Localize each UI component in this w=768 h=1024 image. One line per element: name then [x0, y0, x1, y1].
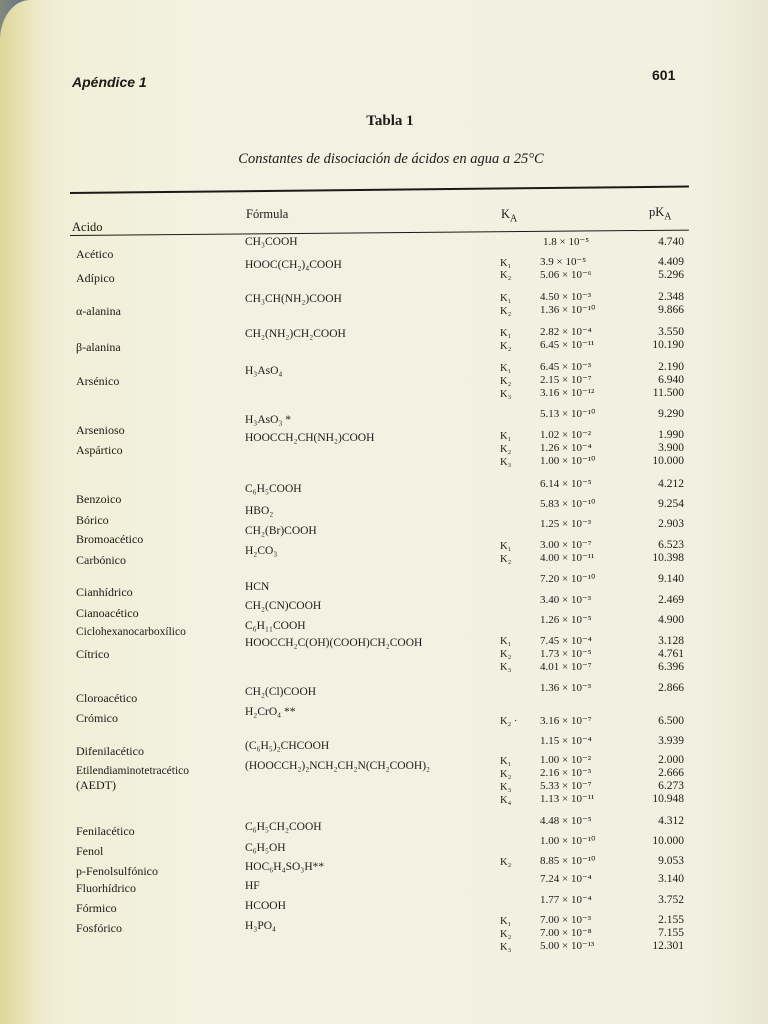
pka-value: 2.866 — [658, 682, 684, 694]
pka-value: 3.939 — [658, 735, 684, 747]
acid-name: α-alanina — [76, 304, 121, 318]
k-label: K₂ — [500, 554, 512, 565]
k-label: K₂ — [500, 929, 512, 940]
ka-value: 5.06 × 10⁻⁶ — [540, 269, 592, 281]
pka-value: 4.409 — [658, 256, 684, 268]
formula: HBO₂ — [245, 505, 274, 517]
formula: HOOCCH₂C(OH)(COOH)CH₂COOH — [245, 637, 423, 649]
k-label: K₁ — [500, 293, 512, 304]
ka-value: 4.48 × 10⁻⁵ — [540, 815, 592, 827]
acid-name: Aspártico — [76, 443, 123, 457]
formula: H₃AsO₃ * — [245, 414, 292, 426]
acid-name: Ciclohexanocarboxílico — [76, 626, 186, 638]
formula: CH₃CH(NH₂)COOH — [245, 293, 342, 305]
formula: H₂CrO₄ ** — [245, 706, 296, 718]
pka-value: 3.128 — [658, 635, 684, 647]
k-label: K₄ — [500, 795, 512, 806]
pka-value: 10.190 — [652, 339, 684, 351]
table-header-rule — [70, 230, 689, 236]
acid-name: Fenol — [76, 844, 104, 858]
ka-value: 5.33 × 10⁻⁷ — [540, 780, 592, 792]
ka-value: 7.00 × 10⁻³ — [540, 914, 592, 926]
pka-value: 3.752 — [658, 894, 684, 906]
pka-value: 10.948 — [652, 793, 684, 805]
pka-value: 3.140 — [658, 873, 684, 885]
formula: CH₃COOH — [245, 236, 298, 248]
ka-value: 1.15 × 10⁻⁴ — [540, 735, 592, 747]
pka-value: 7.155 — [658, 927, 684, 939]
k-label: K₂ — [500, 306, 512, 317]
pka-value: 6.396 — [658, 661, 684, 673]
k-label: K₁ — [500, 541, 512, 552]
k-label: K₃ — [500, 942, 512, 953]
pka-value: 2.903 — [658, 518, 684, 530]
acid-name: Arsenioso — [76, 423, 125, 437]
formula: CH₂(CN)COOH — [245, 600, 322, 612]
acid-name: Arsénico — [76, 374, 120, 388]
ka-value: 5.83 × 10⁻¹⁰ — [540, 498, 596, 510]
table-subtitle: Constantes de disociación de ácidos en agua a 25°C — [238, 151, 544, 167]
pka-value: 9.254 — [658, 498, 684, 510]
ka-value: 3.00 × 10⁻⁷ — [540, 539, 592, 551]
formula: C₆H₅COOH — [245, 483, 302, 495]
k-label: K₂ — [500, 270, 512, 281]
k-label: K₃ — [500, 782, 512, 793]
ka-value: 5.13 × 10⁻¹⁰ — [540, 408, 596, 420]
ka-value: 1.02 × 10⁻² — [540, 429, 592, 441]
ka-value: 1.73 × 10⁻⁵ — [540, 648, 592, 660]
ka-value: 3.9 × 10⁻⁵ — [540, 256, 587, 268]
pka-value: 2.348 — [658, 291, 684, 303]
acid-name: Fluorhídrico — [76, 881, 136, 895]
pka-value: 4.212 — [658, 478, 684, 490]
k-label: K₁ — [500, 756, 512, 767]
ka-value: 3.40 × 10⁻³ — [540, 594, 592, 606]
k-label: K₂ · — [500, 716, 518, 727]
acid-name: p-Fenolsulfónico — [76, 864, 158, 878]
k-label: K₂ — [500, 857, 512, 868]
ka-value: 6.14 × 10⁻⁵ — [540, 478, 592, 490]
pka-value: 2.000 — [658, 754, 684, 766]
k-label: K₃ — [500, 662, 512, 673]
ka-value: 4.00 × 10⁻¹¹ — [540, 552, 595, 564]
ka-value: 1.36 × 10⁻¹⁰ — [540, 304, 596, 316]
column-header-acid: Acido — [72, 220, 103, 234]
pka-value: 9.866 — [658, 304, 684, 316]
ka-value: 1.8 × 10⁻⁵ — [543, 236, 590, 248]
ka-value: 1.00 × 10⁻² — [540, 754, 592, 766]
formula: (C₆H₅)₂CHCOOH — [245, 740, 330, 752]
formula: HOC₆H₄SO₃H** — [245, 861, 325, 873]
k-label: K₂ — [500, 444, 512, 455]
column-header-formula: Fórmula — [246, 207, 289, 221]
appendix-header: Apéndice 1 — [72, 74, 147, 90]
ka-value: 3.16 × 10⁻⁷ — [540, 715, 592, 727]
pka-value: 1.990 — [658, 429, 684, 441]
ka-value: 1.36 × 10⁻³ — [540, 682, 592, 694]
k-label: K₁ — [500, 258, 512, 269]
formula: HF — [245, 880, 260, 892]
pka-value: 12.301 — [652, 940, 684, 952]
ka-value: 7.00 × 10⁻⁸ — [540, 927, 592, 939]
pka-value: 4.740 — [658, 236, 684, 248]
column-header-pka: $pK_A$ — [649, 205, 672, 223]
formula: H₃AsO₄ — [245, 365, 283, 377]
formula: HCN — [245, 581, 270, 593]
ka-value: 7.45 × 10⁻⁴ — [540, 635, 592, 647]
table-title: Tabla 1 — [366, 113, 414, 129]
ka-value: 4.01 × 10⁻⁷ — [540, 661, 592, 673]
pka-value: 6.273 — [658, 780, 684, 792]
k-label: K₁ — [500, 916, 512, 927]
formula: HCOOH — [245, 900, 286, 912]
k-label: K₂ — [500, 376, 512, 387]
pka-value: 2.190 — [658, 361, 684, 373]
pka-value: 4.761 — [658, 648, 684, 660]
ka-value: 1.26 × 10⁻⁵ — [540, 614, 592, 626]
acid-name: Bromoacético — [76, 532, 144, 546]
acid-name: Adípico — [76, 271, 115, 285]
ka-value: 1.77 × 10⁻⁴ — [540, 894, 592, 906]
ka-value: 1.26 × 10⁻⁴ — [540, 442, 592, 454]
k-label: K₂ — [500, 341, 512, 352]
acid-name: Acético — [76, 247, 114, 261]
formula: HOOC(CH₂)₄COOH — [245, 259, 342, 271]
pka-value: 11.500 — [652, 387, 684, 399]
pka-value: 9.053 — [658, 855, 684, 867]
formula: H₃PO₄ — [245, 920, 277, 932]
formula: C₆H₅OH — [245, 842, 286, 854]
acid-name: Cítrico — [76, 647, 110, 661]
pka-value: 6.940 — [658, 374, 684, 386]
ka-value: 1.25 × 10⁻³ — [540, 518, 592, 530]
pka-value: 10.000 — [652, 455, 684, 467]
k-label: K₂ — [500, 649, 512, 660]
pka-value: 4.900 — [658, 614, 684, 626]
acid-name: Crómico — [76, 711, 118, 725]
pka-value: 4.312 — [658, 815, 684, 827]
k-label: K₃ — [500, 389, 512, 400]
acid-name: Bórico — [76, 513, 109, 527]
ka-value: 2.16 × 10⁻³ — [540, 767, 592, 779]
k-label: K₁ — [500, 363, 512, 374]
ka-value: 2.82 × 10⁻⁴ — [540, 326, 592, 338]
acid-name: Etilendiaminotetracético — [76, 765, 190, 777]
ka-value: 7.24 × 10⁻⁴ — [540, 873, 592, 885]
ka-value: 6.45 × 10⁻³ — [540, 361, 592, 373]
column-header-ka: $K_A$ — [501, 207, 518, 225]
acid-name: Cianoacético — [76, 606, 139, 620]
acid-name: Benzoico — [76, 492, 122, 506]
acid-name: Fosfórico — [76, 921, 122, 935]
formula: CH₂(Cl)COOH — [245, 686, 317, 698]
formula: H₂CO₃ — [245, 545, 278, 557]
pka-value: 9.140 — [658, 573, 684, 585]
pka-value: 2.469 — [658, 594, 684, 606]
pka-value: 6.523 — [658, 539, 684, 551]
ka-value: 4.50 × 10⁻³ — [540, 291, 592, 303]
pka-value: 10.000 — [652, 835, 684, 847]
formula: (HOOCCH₂)₂NCH₂CH₂N(CH₂COOH)₂ — [245, 760, 431, 772]
table-top-rule — [70, 186, 689, 194]
pka-value: 5.296 — [658, 269, 684, 281]
pka-value: 9.290 — [658, 408, 684, 420]
pka-value: 2.155 — [658, 914, 684, 926]
ka-value: 1.00 × 10⁻¹⁰ — [540, 835, 596, 847]
k-label: K₁ — [500, 328, 512, 339]
ka-value: 6.45 × 10⁻¹¹ — [540, 339, 595, 351]
k-label: K₁ — [500, 431, 512, 442]
ka-value: 3.16 × 10⁻¹² — [540, 387, 595, 399]
formula: CH₂(NH₂)CH₂COOH — [245, 328, 346, 340]
ka-value: 8.85 × 10⁻¹⁰ — [540, 855, 596, 867]
formula: CH₂(Br)COOH — [245, 525, 317, 537]
formula: C₆H₁₁COOH — [245, 620, 306, 632]
ka-value: 1.00 × 10⁻¹⁰ — [540, 455, 596, 467]
k-label: K₃ — [500, 457, 512, 468]
pka-value: 10.398 — [652, 552, 684, 564]
acid-name: Carbónico — [76, 553, 126, 567]
acid-name: Fórmico — [76, 901, 117, 915]
formula: C₆H₅CH₂COOH — [245, 821, 322, 833]
pka-value: 3.550 — [658, 326, 684, 338]
ka-value: 5.00 × 10⁻¹³ — [540, 940, 595, 952]
formula: HOOCCH₂CH(NH₂)COOH — [245, 432, 375, 444]
k-label: K₁ — [500, 636, 512, 647]
ka-value: 2.15 × 10⁻⁷ — [540, 374, 592, 386]
k-label: K₂ — [500, 769, 512, 780]
acid-name: Cloroacético — [76, 691, 138, 705]
ka-value: 1.13 × 10⁻¹¹ — [540, 793, 595, 805]
acid-name: β-alanina — [76, 340, 121, 354]
acid-name: Difenilacético — [76, 744, 144, 758]
pka-value: 3.900 — [658, 442, 684, 454]
page-number: 601 — [652, 67, 676, 83]
pka-value: 2.666 — [658, 767, 684, 779]
pka-value: 6.500 — [658, 715, 684, 727]
ka-value: 7.20 × 10⁻¹⁰ — [540, 573, 596, 585]
acid-name: (AEDT) — [76, 778, 116, 792]
acid-name: Fenilacético — [76, 824, 135, 838]
acid-name: Cianhídrico — [76, 585, 133, 599]
